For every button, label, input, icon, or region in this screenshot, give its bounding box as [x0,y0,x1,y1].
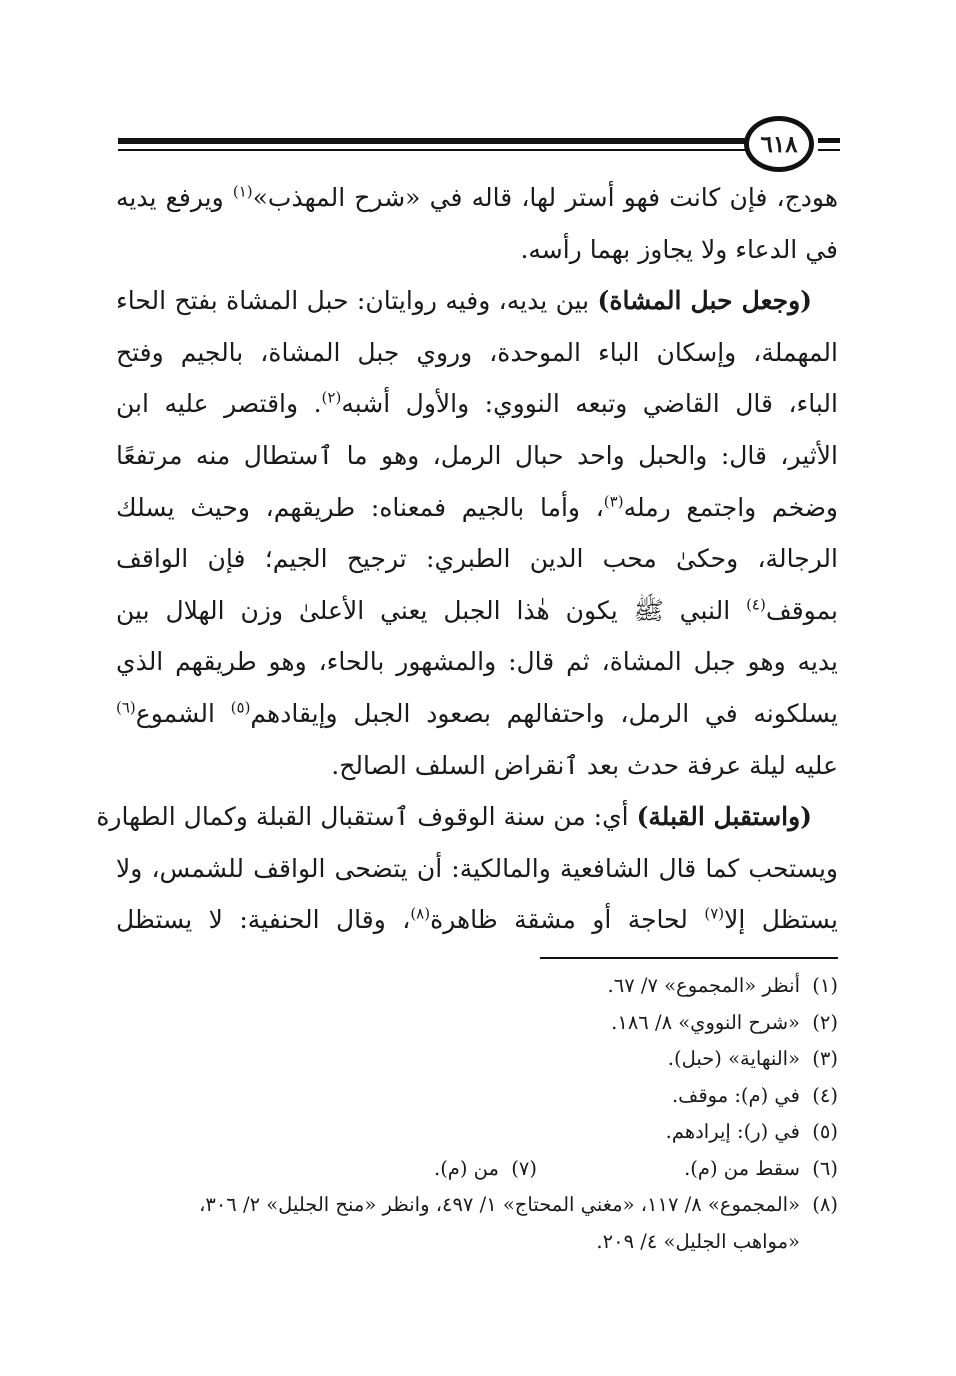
text-line: الباء، قال القاضي وتبعه النووي: والأول أشبه$^{(٢)}$. واقتصر عليه ابن [116,389,838,419]
footnote-item [116,1151,838,1188]
text-line: (واستقبل القبلة) أي: من سنة الوقوف ٱستقبال القبلة وكمال الطهارة [96,802,812,832]
text-line: يسلكونه في الرمل، واحتفالهم بصعود الجبل وإيقادهم$^{(٥)}$ الشموع$^{(٦)}$ [116,698,838,728]
footnote-text: في (ر): إيرادهم. [665,1120,800,1143]
footnote-text: أنظر «المجموع» ٧/ ٦٧. [607,974,800,997]
paragraph-3 [96,791,838,843]
footnote-ref: (٤) [746,595,766,614]
footnote-item-inline [434,1151,537,1188]
header-rule-thin [118,149,746,151]
footnote-text-continuation: «مواهب الجليل» ٤/ ٢٠٩. [596,1229,800,1253]
text-line: المهملة، وإسكان الباء الموحدة، وروي جبل المشاة، بالجيم وفتح [116,337,838,367]
matn-heading: (وجعل حبل المشاة) [597,286,812,316]
footnote-ref: (٢) [321,389,342,408]
header-rule-thick [118,138,746,144]
footnote-item [116,1041,838,1078]
text-line: بموقف$^{(٤)}$ النبي ﷺ يكون هٰذا الجبل يعني الأعلىٰ وزن الهلال بين [116,595,838,625]
text-line: (وجعل حبل المشاة) بين يديه، وفيه روايتان: حبل المشاة بفتح الحاء [116,286,812,316]
footnote-separator [540,957,838,959]
text-line: الرجالة، وحكىٰ محب الدين الطبري: ترجيح الجيم؛ فإن الواقف [116,544,838,574]
footnote-ref: (٧) [704,904,725,923]
paragraph-2-cont [116,327,838,791]
text-line: الأثير، قال: والحبل واحد حبال الرمل، وهو ما ٱستطال منه مرتفعًا [116,440,838,470]
text-line: ويستحب كما قال الشافعية والمالكية: أن يتضحى الواقف للشمس، ولا [116,853,838,883]
text-line: وضخم واجتمع رمله$^{(٣)}$، وأما بالجيم فمعناه: طريقهم، وحيث يسلك [116,492,839,522]
footnote-item [116,1187,838,1224]
main-text [96,172,839,946]
footnote-text: «شرح النووي» ٨/ ١٨٦. [611,1010,800,1034]
footnote-item [116,1005,838,1042]
footnote-number: (٦) [812,1156,838,1180]
footnote-ref: (٦) [116,698,136,717]
footnote-text: «النهاية» (حبل). [667,1047,800,1070]
footnote-item [116,968,838,1005]
matn-heading: (واستقبل القبلة) [636,802,812,832]
footnote-number: (٧) [511,1156,537,1180]
footnote-text: سقط من (م). [684,1156,800,1180]
footnote-text: في (م): موقف. [671,1083,800,1107]
text-line: يديه وهو جبل المشاة، ثم قال: والمشهور بالحاء، وهو طريقهم الذي [116,647,839,677]
text-line: يستظل إلا$^{(٧)}$ لحاجة أو مشقة ظاهرة$^{(٨)}$، وقال الحنفية: لا يستظل [116,904,838,935]
header-rule-right-thick [818,138,840,143]
footnote-item [116,1114,838,1151]
paragraph-3-cont [116,843,838,946]
page-header [0,0,956,190]
footnote-text: من (م). [434,1156,499,1180]
paragraph-1 [116,172,838,275]
footnote-ref: (٨) [410,904,431,923]
page-number: ٦١٨ [744,116,814,172]
footnote-ref: (٣) [603,492,624,511]
footnote-ref: (٥) [230,698,251,717]
footnotes [116,968,838,1260]
text-line: هودج، فإن كانت فهو أستر لها، قاله في «شرح المهذب»$^{(١)}$ ويرفع يديه [116,182,838,212]
footnote-number: (١) [812,974,838,997]
footnote-text: «المجموع» ٨/ ١١٧، «مغني المحتاج» ١/ ٤٩٧، وانظر «منح الجليل» ٢/ ٣٠٦، [199,1193,800,1216]
header-rule-right-thin [818,149,840,151]
footnote-number: (٣) [812,1047,838,1070]
footnote-number: (٨) [812,1193,838,1216]
paragraph-2 [116,275,838,327]
footnote-number: (٥) [812,1120,838,1143]
footnote-number: (٢) [812,1010,838,1034]
footnote-number: (٤) [812,1083,838,1107]
footnote-item [116,1078,838,1115]
text-line: في الدعاء ولا يجاوز بهما رأسه. [520,234,838,264]
footnote-ref: (١) [232,182,253,201]
text-line: عليه ليلة عرفة حدث بعد ٱنقراض السلف الصالح. [331,750,838,780]
